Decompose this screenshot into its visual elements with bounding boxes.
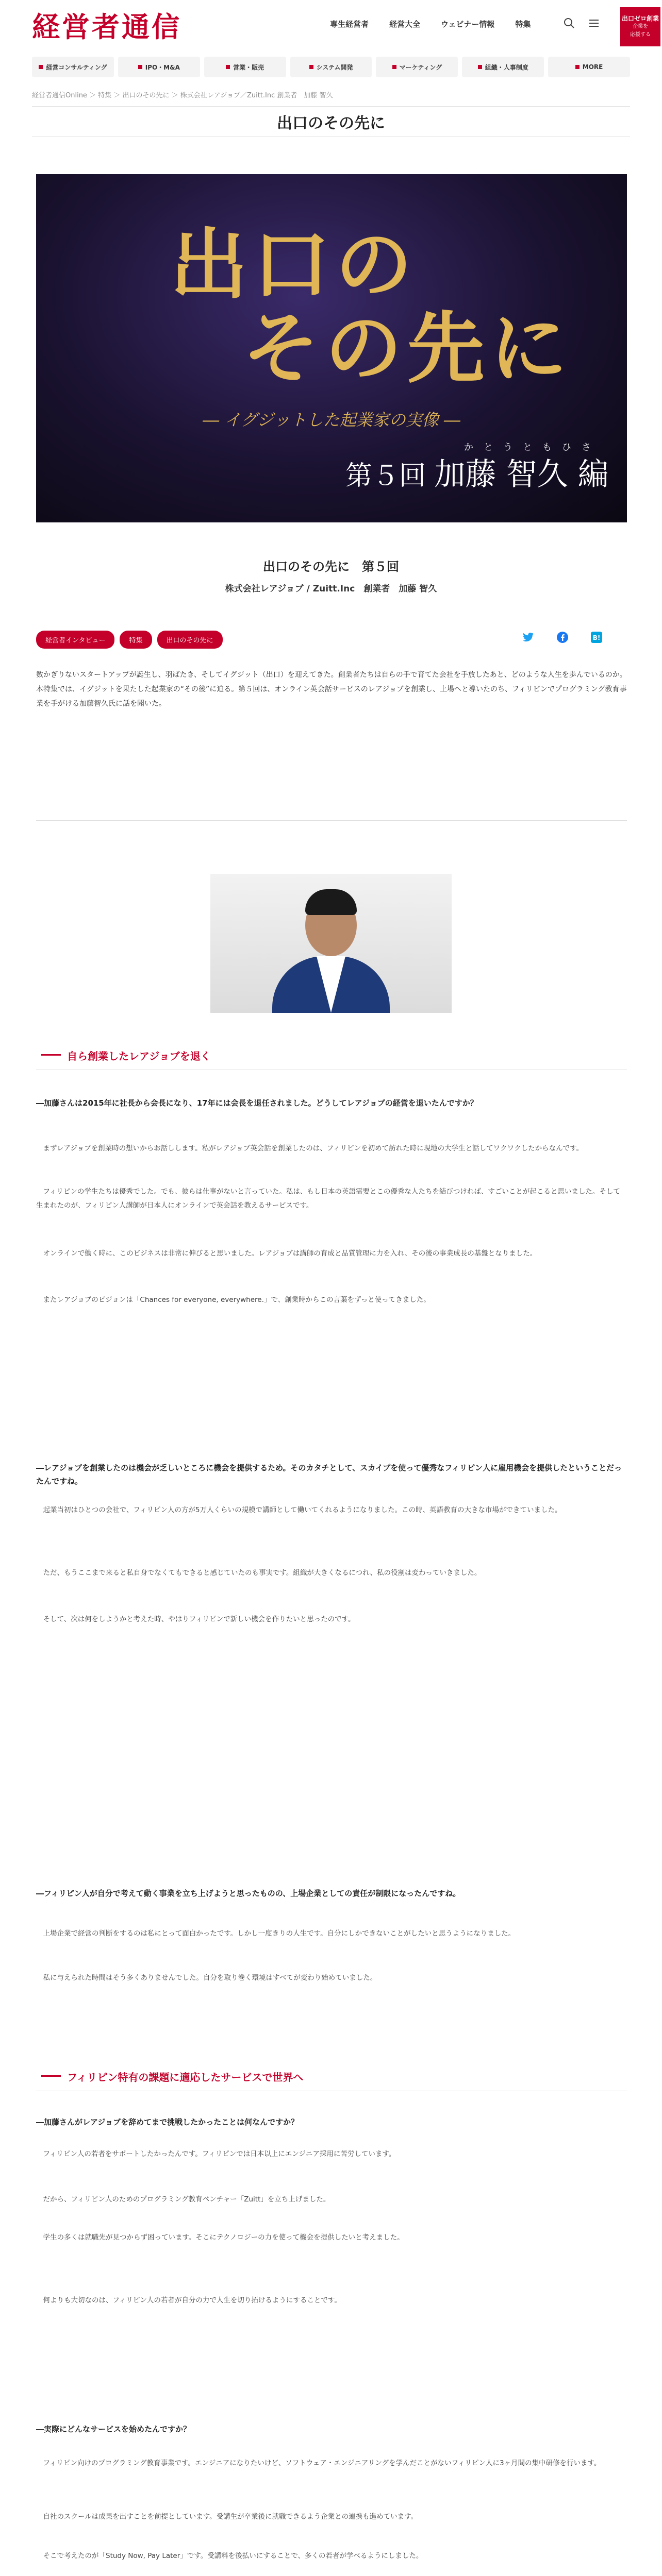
page-title: 出口のその先に (32, 106, 630, 137)
body-paragraph: 自社のスクールは成果を出すことを前提としています。受講生が卒業後に就職できるよう企業との連携も進めています。 (43, 2513, 418, 2521)
breadcrumb[interactable]: 経営者通信Online ＞ 特集 ＞ 出口のその先に ＞ 株式会社レアジョブ／Zuitt.Inc 創業者 加藤 智久 (32, 92, 333, 99)
category-label: システム開発 (316, 63, 353, 71)
article-subtitle: 株式会社レアジョブ / Zuitt.Inc 創業者 加藤 智久 (225, 584, 437, 594)
promo-badge-line1: 出口ゼロ創業 (621, 15, 659, 22)
category-label: マーケティング (399, 63, 442, 71)
category-label: 営業・販売 (233, 63, 264, 71)
section-heading: 自ら創業したレアジョブを退く (36, 1048, 627, 1063)
interview-question: ―レアジョブを創業したのは機会が乏しいところに機会を提供するため。そのカタチとして、スカイプを使って優秀なフィリピン人に雇用機会を提供したということだったんですね。 (36, 1463, 622, 1486)
hero-person-name: 加藤 智久 編 (434, 456, 609, 493)
interview-question: ―フィリピン人が自分で考えて動く事業を立ち上げようと思ったものの、上場企業としての責任が制限になったんですね。 (36, 1889, 461, 1898)
interview-question: ―実際にどんなサービスを始めたんですか？ (36, 2425, 191, 2434)
search-icon[interactable] (563, 18, 575, 30)
body-paragraph: フィリピン人の若者をサポートしたかったんです。フィリピンでは日本以上にエンジニア採用に苦労しています。 (43, 2150, 396, 2158)
body-paragraph: フィリピン向けのプログラミング教育事業です。エンジニアになりたいけど、ソフトウェア・エンジニアリングを学んだことがないフィリピン人に3ヶ月間の集中研修を行います。 (43, 2459, 601, 2467)
menu-icon[interactable] (588, 18, 600, 30)
category-nav (32, 57, 630, 77)
category-item[interactable] (376, 57, 458, 77)
square-icon (575, 65, 580, 69)
body-paragraph: 上場企業で経営の判断をするのは私にとって面白かったです。しかし一度きりの人生です。自分にしかできないことがしたいと思うようになりました。 (43, 1929, 516, 1938)
hero-episode (345, 456, 609, 494)
category-item[interactable] (32, 57, 114, 77)
body-paragraph: まずレアジョブを創業時の想いからお話しします。私がレアジョブ英会話を創業したのは、フィリピンを初めて訪れた時に現地の大学生と話してワクワクしたからなんです。 (43, 1144, 584, 1153)
site-header (0, 0, 662, 52)
portrait-hair (305, 889, 357, 915)
hero-episode-number: 第５回 (345, 461, 426, 492)
hero-title-line1: 出口の (170, 219, 418, 310)
square-icon (39, 65, 43, 69)
interview-question: ―加藤さんがレアジョブを辞めてまで挑戦したかったことは何なんですか？ (36, 2117, 299, 2127)
twitter-icon[interactable] (521, 630, 536, 645)
article-title: 出口のその先に 第５回 (263, 560, 399, 574)
top-nav (330, 19, 531, 29)
nav-item[interactable]: 専生経営者 (330, 20, 369, 29)
tag[interactable]: 出口のその先に (157, 631, 223, 649)
nav-item[interactable]: 経営大全 (389, 20, 421, 29)
body-paragraph: そこで考えたのが「Study Now, Pay Later」です。受講料を後払いにすることで、多くの若者が学べるようにしました。 (43, 2552, 423, 2560)
article-lead: 数かぎりないスタートアップが誕生し、羽ばたき、そしてイグジット（出口）を迎えてきた。創業者たちは自らの手で育てた会社を手放したあと、どのような人生を歩んでいるのか。本特集では、イグジットを果たした起業家の“その後”に迫る。第５回は、オンライン英会話サービスのレアジョブを創業し、上場へと導いたのち、フィリピンでプログラミング教育事業を手がける加藤智久氏に話を聞いた。 (36, 671, 627, 708)
category-item[interactable] (462, 57, 544, 77)
category-item-more[interactable] (548, 57, 630, 77)
hero-image (36, 174, 627, 522)
body-paragraph: 私に与えられた時間はそう多くありませんでした。自分を取り巻く環境はすべてが変わり始めていました。 (43, 1974, 377, 1982)
square-icon (392, 65, 396, 69)
hero-title-line2: その先に (242, 303, 573, 394)
category-item[interactable] (204, 57, 286, 77)
body-paragraph: そして、次は何をしようかと考えた時、やはりフィリピンで新しい機会を作りたいと思ったのです。 (43, 1615, 355, 1623)
svg-text:B!: B! (592, 634, 601, 641)
body-paragraph: またレアジョブのビジョンは「Chances for everyone, everywhere.」で、創業時からこの言葉をずっと使ってきました。 (43, 1296, 431, 1304)
section-heading: フィリピン特有の課題に適応したサービスで世界へ (36, 2069, 627, 2084)
promo-badge-line2: 企業を (633, 24, 648, 29)
site-logo[interactable]: 経営者通信 (32, 10, 181, 43)
facebook-icon[interactable] (555, 630, 570, 645)
body-paragraph: ただ、もうここまで来ると私自身でなくてもできると感じていたのも事実です。組織が大きくなるにつれ、私の役割は変わっていきました。 (43, 1569, 482, 1577)
body-paragraph: だから、フィリピン人のためのプログラミング教育ベンチャー「Zuitt」を立ち上げました。 (43, 2195, 330, 2204)
divider (36, 820, 627, 821)
hatena-icon[interactable] (589, 630, 604, 645)
square-icon (226, 65, 230, 69)
square-icon (309, 65, 313, 69)
tag[interactable]: 特集 (120, 631, 152, 649)
category-label: MORE (582, 63, 603, 71)
square-icon (478, 65, 482, 69)
body-paragraph: フィリピンの学生たちは優秀でした。でも、彼らは仕事がないと言っていた。私は、もし日本の英語需要とこの優秀な人たちを結びつければ、すごいことが起こると思いました。そして生まれたのが、フィリピン人講師が日本人にオンラインで英会話を教えるサービスです。 (36, 1188, 620, 1210)
category-item[interactable] (290, 57, 372, 77)
share-buttons (521, 630, 604, 645)
interview-question: ―加藤さんは2015年に社長から会長になり、17年には会長を退任されました。どうしてレアジョブの経営を退いたんですか？ (36, 1098, 478, 1108)
portrait-photo (210, 874, 452, 1013)
nav-item[interactable]: ウェビナー情報 (441, 20, 495, 29)
category-item[interactable] (118, 57, 200, 77)
body-paragraph: 何よりも大切なのは、フィリピン人の若者が自分の力で人生を切り拓けるようにすることです。 (43, 2296, 341, 2304)
hero-subtitle: ― イグジットした起業家の実像 ― (203, 410, 460, 430)
body-paragraph: オンラインで働く時に、このビジネスは非常に伸びると思いました。レアジョブは講師の育成と品質管理に力を入れ、その後の事業成長の基盤となりました。 (43, 1249, 537, 1258)
tag-list (36, 631, 223, 649)
body-paragraph: 学生の多くは就職先が見つからず困っています。そこにテクノロジーの力を使って機会を提供したいと考えました。 (43, 2233, 404, 2242)
body-paragraph: 起業当初はひとつの会社で、フィリピン人の方が5万人くらいの規模で講師として働いてくれるようになりました。この時、英語教育の大きな市場ができていました。 (43, 1506, 562, 1514)
promo-badge[interactable] (620, 7, 660, 46)
promo-badge-line3: 応援する (630, 32, 651, 38)
hero-ruby: かとうともひさ (464, 442, 601, 453)
nav-item[interactable]: 特集 (515, 20, 531, 29)
category-label: IPO・M&A (145, 63, 180, 71)
category-label: 経営コンサルティング (46, 63, 107, 71)
square-icon (138, 65, 142, 69)
tag[interactable]: 経営者インタビュー (36, 631, 114, 649)
category-label: 組織・人事制度 (485, 63, 528, 71)
